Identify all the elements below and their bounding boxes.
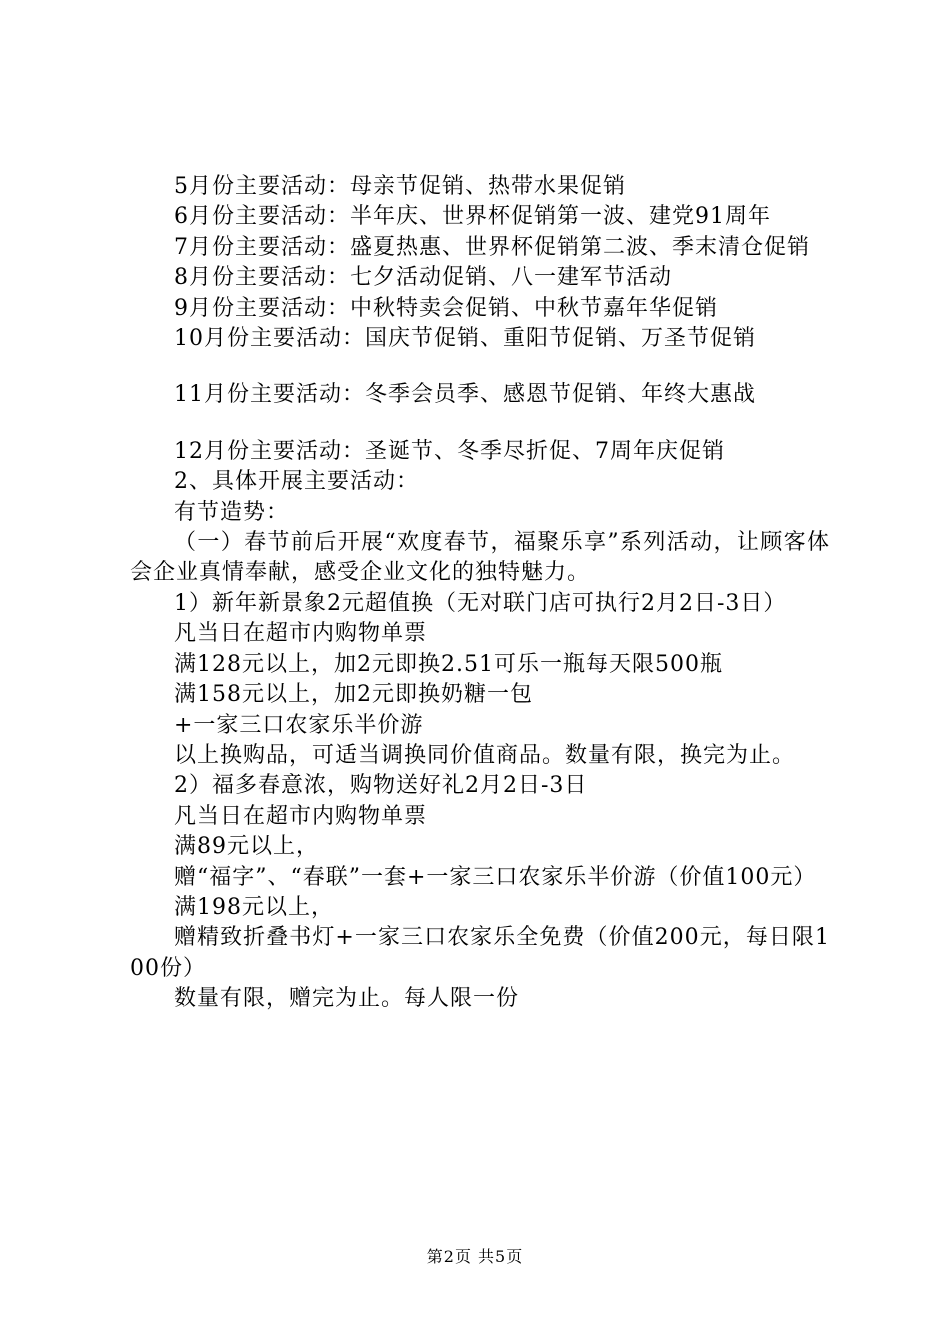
paragraph-exchange-note: 以上换购品，可适当调换同价值商品。数量有限，换完为止。: [174, 742, 796, 768]
paragraph-tier-158: 满158元以上，加2元即换奶糖一包: [174, 682, 533, 708]
paragraph-may: 5月份主要活动：母亲节促销、热带水果促销: [174, 174, 626, 199]
paragraph-receipt-2: 凡当日在超市内购物单票: [174, 803, 428, 829]
paragraph-item-1: 1）新年新景象2元超值换（无对联门店可执行2月2日-3日）: [174, 590, 787, 616]
paragraph-august: 8月份主要活动：七夕活动促销、八一建军节活动: [174, 265, 672, 291]
paragraph-october: 10月份主要活动：国庆节促销、重阳节促销、万圣节促销: [174, 326, 756, 352]
paragraph-item-2: 2）福多春意浓，购物送好礼2月2日-3日: [174, 773, 588, 799]
paragraph-farm-half: +一家三口农家乐半价游: [174, 712, 424, 738]
paragraph-limit-note: 数量有限，赠完为止。每人限一份: [174, 986, 520, 1012]
paragraph-receipt-1: 凡当日在超市内购物单票: [174, 621, 428, 647]
paragraph-tier-128: 满128元以上，加2元即换2.51可乐一瓶每天限500瓶: [174, 651, 723, 677]
paragraph-spring-festival: （一）春节前后开展“欢度春节，福聚乐享”系列活动，让顾客体会企业真情奉献，感受企业文化的独特魅力。: [130, 530, 830, 586]
subheading-festival: 有节造势：: [174, 499, 290, 525]
paragraph-december: 12月份主要活动：圣诞节、冬季尽折促、7周年庆促销: [174, 438, 725, 464]
paragraph-november: 11月份主要活动：冬季会员季、感恩节促销、年终大惠战: [174, 382, 756, 408]
section-heading-activities: 2、具体开展主要活动：: [174, 469, 419, 495]
paragraph-tier-89: 满89元以上，: [174, 834, 319, 860]
paragraph-july: 7月份主要活动：盛夏热惠、世界杯促销第二波、季末清仓促销: [174, 234, 810, 260]
document-body: [130, 172, 830, 1015]
paragraph-gift-198: 赠精致折叠书灯+一家三口农家乐全免费（价值200元，每日限100份）: [130, 925, 830, 981]
paragraph-tier-198: 满198元以上，: [174, 894, 334, 920]
paragraph-june: 6月份主要活动：半年庆、世界杯促销第一波、建党91周年: [174, 204, 771, 230]
paragraph-september: 9月份主要活动：中秋特卖会促销、中秋节嘉年华促销: [174, 295, 718, 321]
page-footer: 第2页 共5页: [426, 1247, 524, 1266]
paragraph-gift-89: 赠“福字”、“春联”一套+一家三口农家乐半价游（价值100元）: [174, 864, 817, 890]
